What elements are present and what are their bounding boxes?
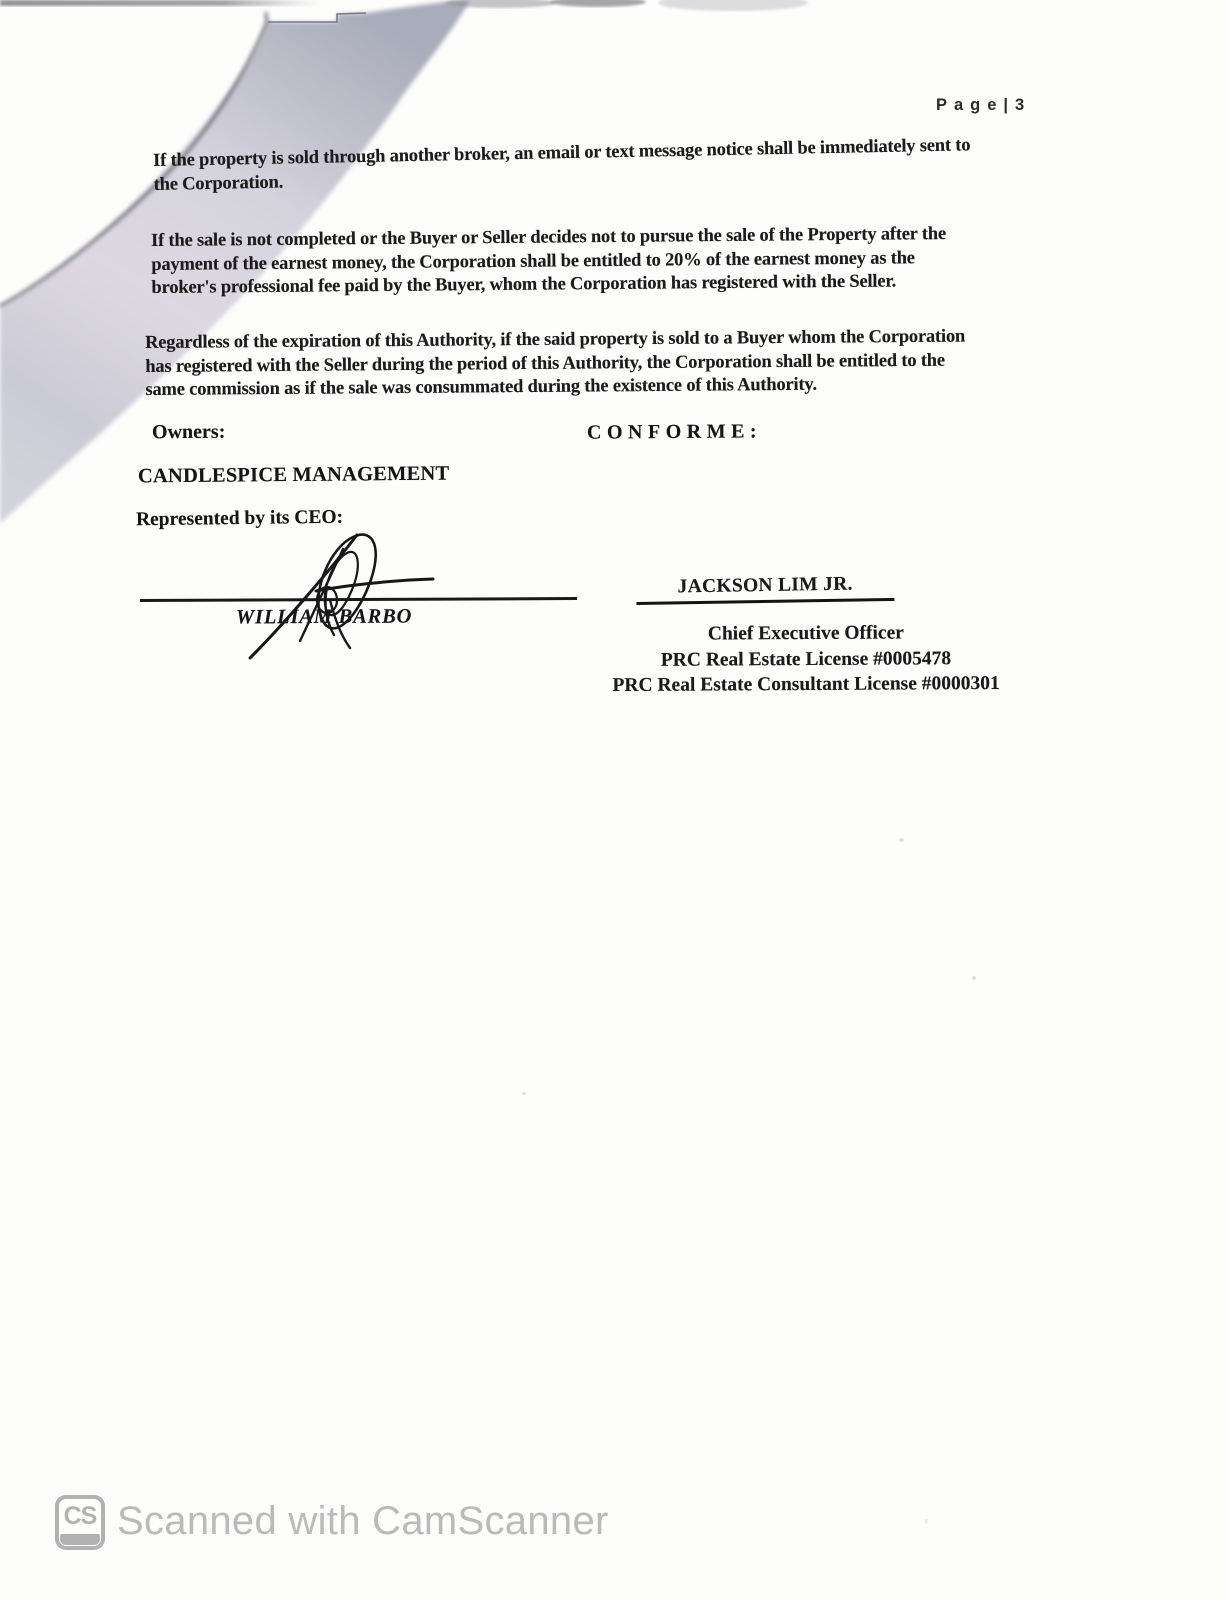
represented-by-label: Represented by its CEO: — [135, 506, 344, 531]
scanned-with-camscanner-text: Scanned with CamScanner — [117, 1499, 609, 1543]
scan-speck — [972, 976, 976, 980]
signature-scribble — [230, 515, 450, 680]
owners-label: Owners: — [151, 420, 226, 444]
scan-edge-strip — [0, 0, 1228, 18]
camscanner-logo-icon — [55, 1495, 105, 1550]
cs-logo-bar — [60, 1534, 100, 1545]
scan-speck — [899, 838, 904, 842]
page-number: Page|3 — [936, 96, 1032, 114]
conforme-title: Chief Executive Officer — [707, 622, 904, 645]
license-line-1: PRC Real Estate License #0005478 — [660, 647, 952, 671]
conforme-label: CONFORME: — [586, 420, 763, 444]
paragraph-expiration: Regardless of the expiration of this Authority, if the said property is sold to a Buyer whom the Corporation has registered with the Seller during the period of this Authority, the Corporation shall be entitled to the same commission as if the sale was consummated during the existence of this Authority. — [145, 326, 966, 401]
owner-company-name: CANDLESPICE MANAGEMENT — [137, 462, 450, 488]
license-line-2: PRC Real Estate Consultant License #0000301 — [612, 673, 1000, 697]
paragraph-earnest-money: If the sale is not completed or the Buyer or Seller decides not to pursue the sale of the Property after the payment of the earnest money, the Corporation shall be entitled to 20% of the earnest money as the broker's professional fee paid by the Buyer, whom the Corporation has registered with the Seller. — [151, 224, 947, 299]
paragraph-broker-notice: If the property is sold through another broker, an email or text message notice shall be immediately sent to the Corporation. — [153, 135, 971, 195]
conforme-details-block — [556, 620, 1056, 699]
scan-speck — [925, 1519, 928, 1524]
conforme-signatory-name: JACKSON LIM JR. — [636, 573, 894, 605]
scan-speck — [522, 1092, 526, 1095]
owner-signatory-name: WILLIAM BARBO — [235, 605, 413, 629]
cs-monogram: CS — [63, 1502, 97, 1530]
